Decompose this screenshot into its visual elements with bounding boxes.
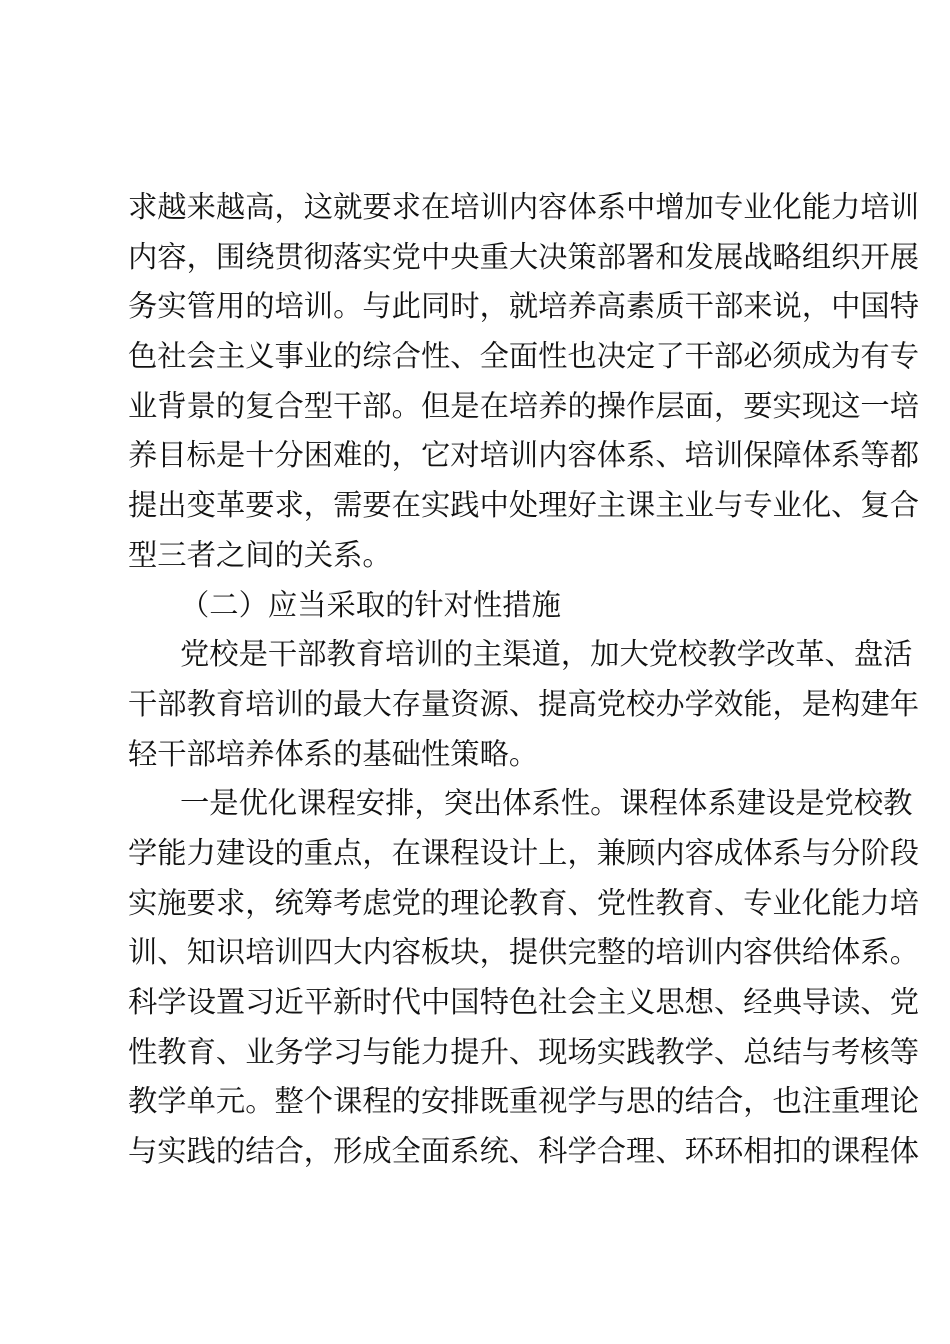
- text-line: 养目标是十分困难的，它对培训内容体系、培训保障体系等都: [128, 438, 920, 473]
- text-line: 轻干部培养体系的基础性策略。: [128, 736, 539, 771]
- text-line: 务实管用的培训。与此同时，就培养高素质干部来说，中国特: [128, 289, 920, 324]
- text-line: 教学单元。整个课程的安排既重视学与思的结合，也注重理论: [128, 1084, 920, 1119]
- text-line: 干部教育培训的最大存量资源、提高党校办学效能，是构建年: [128, 686, 920, 721]
- text-line: 性教育、业务学习与能力提升、现场实践教学、总结与考核等: [128, 1034, 920, 1069]
- text-line: 色社会主义事业的综合性、全面性也决定了干部必须成为有专: [128, 339, 920, 374]
- text-line: 学能力建设的重点，在课程设计上，兼顾内容成体系与分阶段: [128, 835, 920, 870]
- paragraph-first-line: 党校是干部教育培训的主渠道，加大党校教学改革、盘活: [180, 637, 913, 672]
- text-line: 业背景的复合型干部。但是在培养的操作层面，要实现这一培: [128, 388, 920, 423]
- text-line: 求越来越高，这就要求在培训内容体系中增加专业化能力培训: [128, 190, 920, 224]
- paragraph-first-line: 一是优化课程安排，突出体系性。课程体系建设是党校教: [180, 786, 913, 821]
- text-line: 训、知识培训四大内容板块，提供完整的培训内容供给体系。: [128, 935, 920, 970]
- text-line: 科学设置习近平新时代中国特色社会主义思想、经典导读、党: [128, 985, 920, 1019]
- text-line: 提出变革要求，需要在实践中处理好主课主业与专业化、复合: [128, 488, 920, 523]
- document-body: [128, 183, 920, 1177]
- text-line: 实施要求，统筹考虑党的理论教育、党性教育、专业化能力培: [128, 885, 920, 920]
- text-line: 内容，围绕贯彻落实党中央重大决策部署和发展战略组织开展: [128, 239, 920, 274]
- text-line: 与实践的结合，形成全面系统、科学合理、环环相扣的课程体: [128, 1134, 920, 1169]
- section-heading: （二）应当采取的针对性措施: [180, 587, 561, 622]
- text-line: 型三者之间的关系。: [128, 537, 392, 572]
